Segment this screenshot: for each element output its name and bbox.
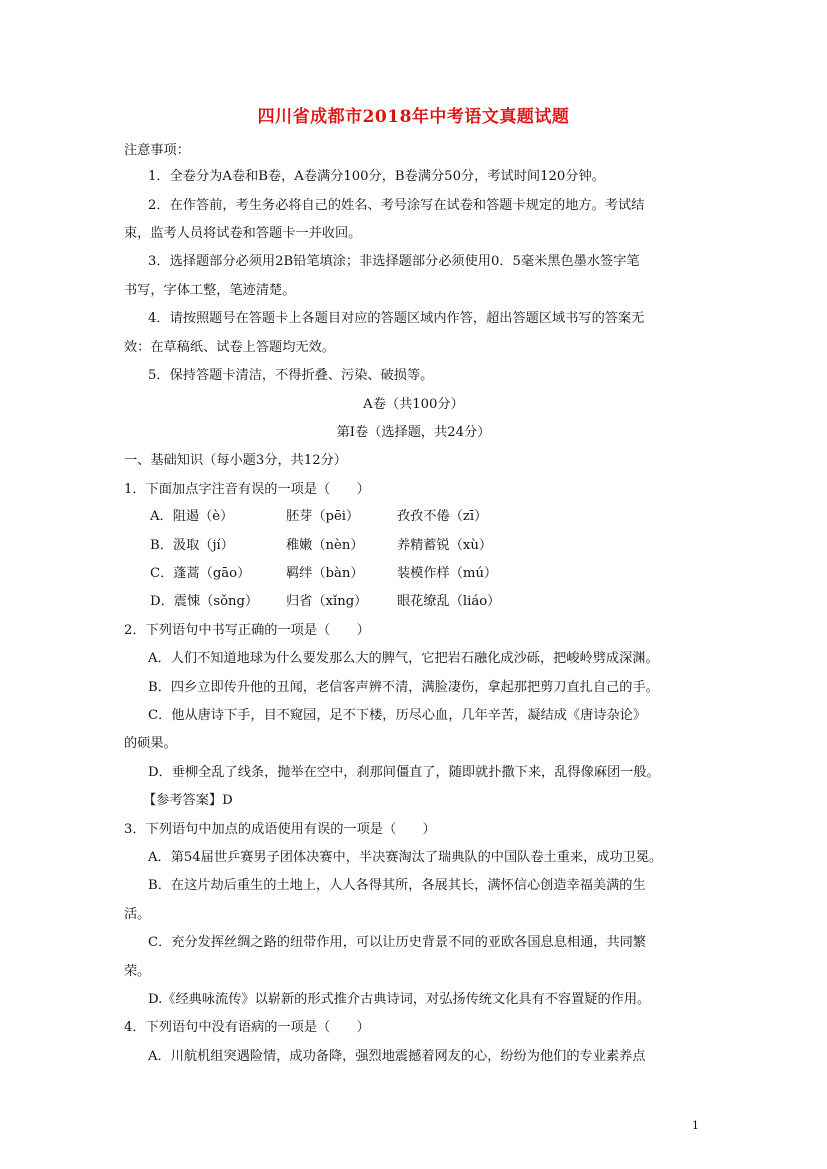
q3-option-c-cont: 荣。 [124, 964, 151, 979]
q3-option-b: B．在这片劫后重生的土地上，人人各得其所，各展其长，满怀信心创造幸福美满的生 [148, 878, 646, 893]
basic-knowledge-heading: 一、基础知识（每小题3分，共12分） [124, 453, 347, 468]
notice-heading: 注意事项： [124, 143, 190, 158]
q2-option-c: C．他从唐诗下手，目不窥园，足不下楼，历尽心血，几年辛苦，凝结成《唐诗杂论》 [148, 708, 647, 723]
notice-item-4: 4．请按照题号在答题卡上各题目对应的答题区域内作答，超出答题区域书写的答案无 [148, 311, 645, 326]
q2-option-d: D．垂柳全乱了线条，抛举在空中，刹那间僵直了，随即就扑撒下来，乱得像麻团一般。 [148, 765, 660, 780]
q1-a-3: 孜孜不倦（zī） [397, 509, 488, 524]
q1-c-1: C．蓬蒿（gāo） [150, 566, 251, 581]
q2-option-b: B．四乡立即传升他的丑闻，老信客声辨不清，满脸凄伤，拿起那把剪刀直扎自己的手。 [148, 680, 659, 695]
page-number: 1 [692, 1119, 699, 1132]
notice-item-1: 1．全卷分为A卷和B卷，A卷满分100分，B卷满分50分，考试时间120分钟。 [148, 169, 605, 184]
q2-answer: 【参考答案】D [143, 793, 233, 808]
q1-a-2: 胚芽（pēi） [286, 509, 360, 524]
q1-a-1: A．阻遏（è） [150, 509, 234, 524]
document-title: 四川省成都市2018年中考语文真题试题 [257, 107, 570, 127]
q2-option-c-cont: 的硕果。 [124, 736, 177, 751]
q1-d-3: 眼花缭乱（liáo） [397, 594, 501, 609]
q1-stem: 1．下面加点字注音有误的一项是（ ） [124, 482, 370, 497]
q3-option-d: D.《经典咏流传》以崭新的形式推介古典诗词，对弘扬传统文化具有不容置疑的作用。 [148, 992, 651, 1007]
q1-c-3: 装模作样（mú） [397, 566, 498, 581]
q3-stem: 3．下列语句中加点的成语使用有误的一项是（ ） [124, 822, 436, 837]
notice-item-3-cont: 书写，字体工整，笔迹清楚。 [124, 283, 296, 298]
q2-stem: 2．下列语句中书写正确的一项是（ ） [124, 623, 370, 638]
q4-option-a: A．川航机组突遇险情，成功备降，强烈地震撼着网友的心，纷纷为他们的专业素养点 [148, 1049, 646, 1064]
q3-option-a: A．第54届世乒赛男子团体决赛中，半决赛淘汰了瑞典队的中国队卷土重来，成功卫冕。 [148, 850, 663, 865]
q1-b-3: 养精蓄锐（xù） [397, 538, 493, 553]
notice-item-2-cont: 束，监考人员将试卷和答题卡一并收回。 [124, 226, 362, 241]
notice-item-4-cont: 效：在草稿纸、试卷上答题均无效。 [124, 340, 335, 355]
a-volume-heading: A卷（共100分） [363, 397, 464, 412]
q2-option-a: A．人们不知道地球为什么要发那么大的脾气，它把岩石融化成沙砾，把峻岭劈成深渊。 [148, 651, 659, 666]
notice-item-5: 5．保持答题卡清洁，不得折叠、污染、破损等。 [148, 368, 434, 383]
q1-d-1: D．震悚（sǒng） [150, 594, 259, 609]
notice-item-2: 2．在作答前，考生务必将自己的姓名、考号涂写在试卷和答题卡规定的地方。考试结 [148, 198, 645, 213]
q1-c-2: 羁绊（bàn） [286, 566, 364, 581]
q4-stem: 4．下列语句中没有语病的一项是（ ） [124, 1020, 370, 1035]
q1-b-2: 稚嫩（nèn） [286, 538, 364, 553]
q3-option-b-cont: 活。 [124, 907, 151, 922]
q1-d-2: 归省（xǐng） [286, 594, 368, 609]
q3-option-c: C．充分发挥丝绸之路的纽带作用，可以让历史背景不同的亚欧各国息息相通，共同繁 [148, 935, 647, 950]
q1-b-1: B．汲取（jí） [150, 538, 234, 553]
notice-item-3: 3．选择题部分必须用2B铅笔填涂；非选择题部分必须使用0．5毫米黑色墨水签字笔 [148, 254, 640, 269]
part1-heading: 第Ⅰ卷（选择题，共24分） [336, 425, 491, 440]
